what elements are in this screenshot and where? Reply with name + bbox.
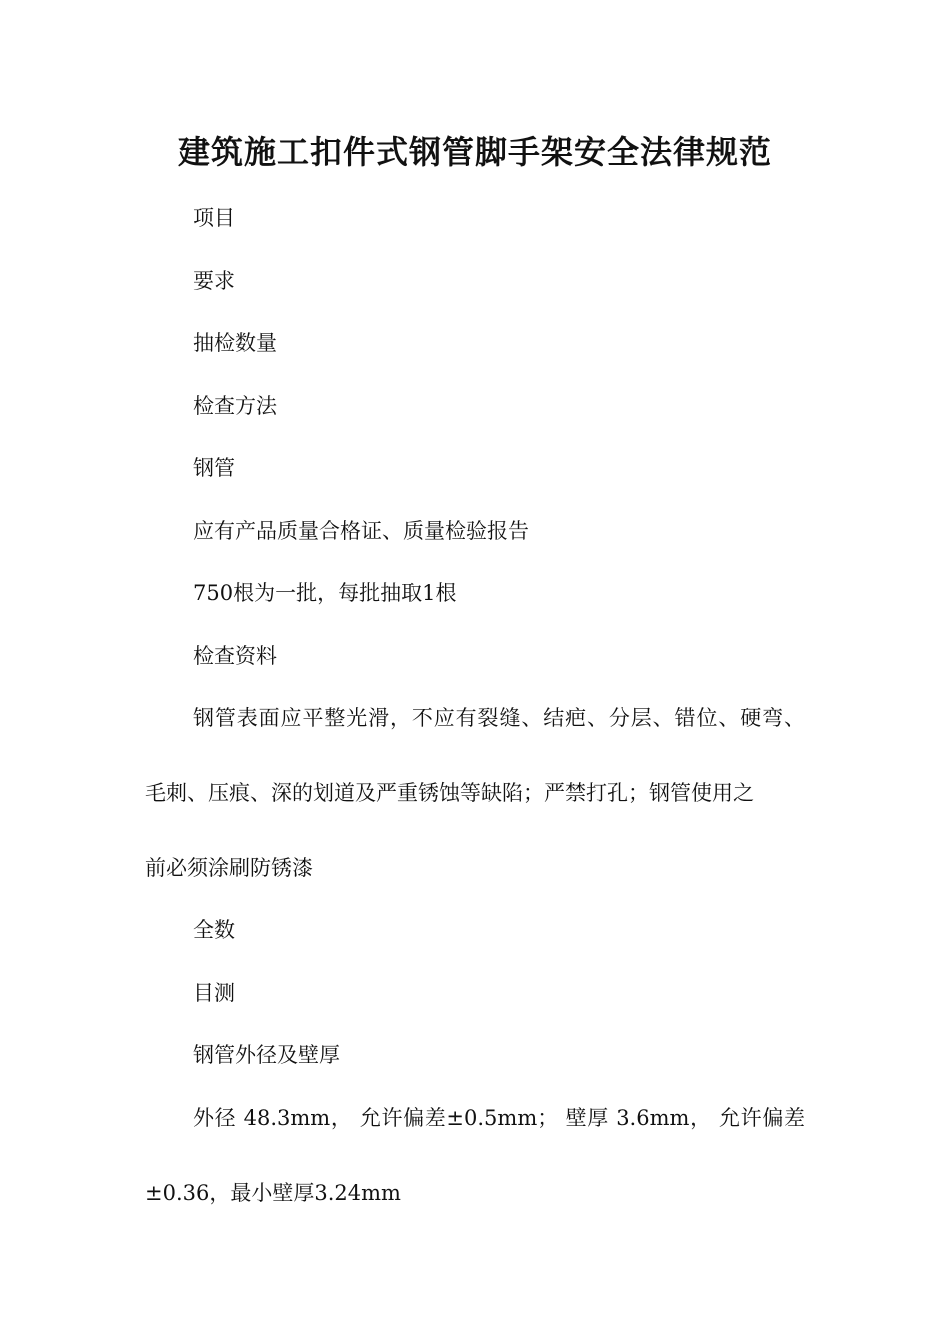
paragraph-steel-pipe: 钢管 [193, 456, 235, 480]
paragraph-surface-requirement-line-3: 前必须涂刷防锈漆 [145, 856, 313, 880]
paragraph-batch-sampling: 750根为一批，每批抽取1根 [193, 581, 457, 605]
paragraph-visual-inspection: 目测 [193, 981, 235, 1005]
paragraph-tolerance-line-1: 外径 48.3mm， 允许偏差±0.5mm； 壁厚 3.6mm， 允许偏差 [193, 1106, 805, 1130]
paragraph-certificate-requirement: 应有产品质量合格证、质量检验报告 [193, 519, 529, 543]
paragraph-check-documents: 检查资料 [193, 644, 277, 668]
paragraph-surface-requirement-line-1: 钢管表面应平整光滑，不应有裂缝、结疤、分层、错位、硬弯、 [193, 706, 805, 730]
paragraph-requirement-header: 要求 [193, 269, 235, 293]
paragraph-full-quantity: 全数 [193, 918, 235, 942]
paragraph-tolerance-line-2: ±0.36，最小壁厚3.24mm [145, 1181, 401, 1205]
paragraph-item-header: 项目 [193, 206, 235, 230]
paragraph-diameter-wall-thickness: 钢管外径及壁厚 [193, 1043, 340, 1067]
paragraph-inspection-method-header: 检查方法 [193, 394, 277, 418]
paragraph-surface-requirement-line-2: 毛刺、压痕、深的划道及严重锈蚀等缺陷；严禁打孔；钢管使用之 [145, 781, 754, 805]
paragraph-sample-quantity-header: 抽检数量 [193, 331, 277, 355]
document-title: 建筑施工扣件式钢管脚手架安全法律规范 [177, 133, 772, 171]
